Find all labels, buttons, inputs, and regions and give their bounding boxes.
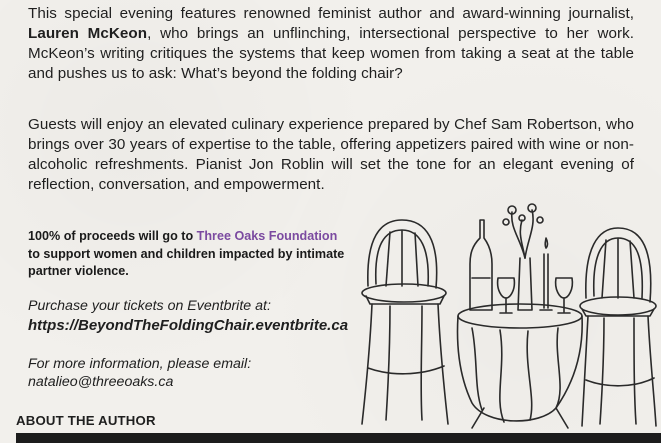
tickets-label: Purchase your tickets on Eventbrite at: [28, 298, 271, 314]
candle-icon [540, 238, 552, 310]
intro-text-after: , who brings an unflinching, intersectional perspective to her work. McKeon’s writing critiques the systems that keep women from taking a seat at the table and pushes us to ask: What’s beyond the folding chair? [28, 25, 634, 82]
table-icon [458, 304, 583, 428]
about-author-heading: ABOUT THE AUTHOR [16, 413, 156, 428]
flower-vase-icon [503, 204, 543, 310]
foundation-name: Three Oaks Foundation [196, 229, 338, 243]
table-chairs-illustration [360, 198, 660, 430]
section-divider [16, 433, 661, 443]
guests-paragraph: Guests will enjoy an elevated culinary experience prepared by Chef Sam Robertson, who brings over 30 years of expertise to the table, offering appetizers paired with wine or non-alcoholic refreshments. Pianist Jon Roblin will set the tone for an elegant evening of reflection, conversation, and empowerment. [28, 116, 634, 193]
tickets-block [28, 296, 358, 336]
author-name: Lauren McKeon [28, 25, 148, 42]
proceeds-note [28, 228, 358, 281]
right-chair-icon [580, 228, 656, 426]
contact-email[interactable]: natalieo@threeoaks.ca [28, 374, 174, 390]
wine-bottle-icon [470, 220, 492, 310]
contact-label: For more information, please email: [28, 356, 252, 372]
proceeds-purpose: to support women and children impacted by intimate partner violence. [28, 246, 345, 278]
proceeds-text: 100% of proceeds will go to [28, 229, 197, 243]
intro-paragraph [28, 4, 634, 84]
tickets-link[interactable]: https://BeyondTheFoldingChair.eventbrite.ca [28, 317, 349, 334]
intro-text-before: This special evening features renowned feminist author and award-winning journalist, [28, 5, 634, 22]
left-chair-icon [362, 220, 448, 424]
contact-block [28, 355, 358, 391]
